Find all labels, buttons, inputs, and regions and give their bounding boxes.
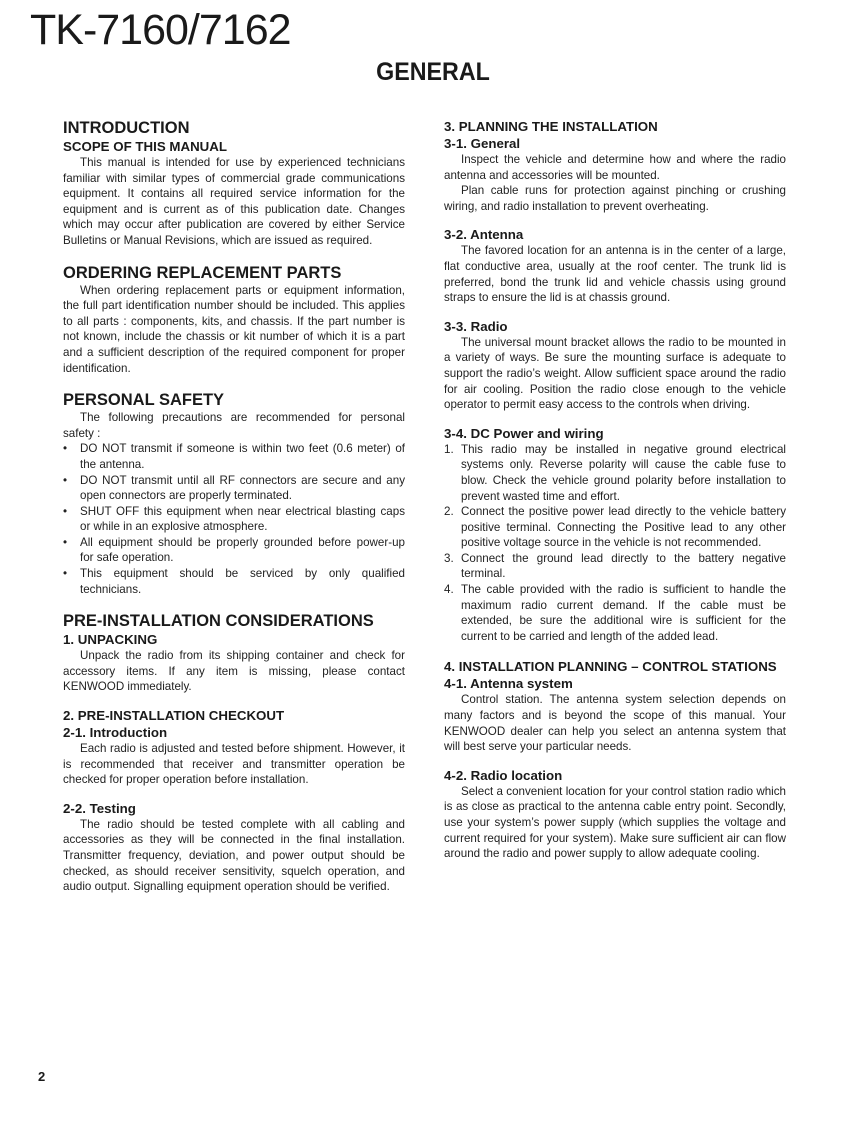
bullet-icon: • xyxy=(63,442,68,456)
scope-paragraph: This manual is intended for use by experienced technicians familiar with similar types of commercial grade communications equipment. It contains all required service information for the equipment and is current as of this publication date. Changes which may occur after publication are covered by either Service Bulletins or Manual Revisions, which are issued as required. xyxy=(63,156,405,247)
general-heading: 3-1. General xyxy=(444,136,521,151)
safety-heading: PERSONAL SAFETY xyxy=(63,391,225,410)
radio-heading: 3-3. Radio xyxy=(444,318,508,334)
introduction-heading: INTRODUCTION xyxy=(63,119,190,137)
list-item-text: Connect the ground lead directly to the battery negative terminal. xyxy=(461,551,786,581)
list-item-text: The cable provided with the radio is sufficient to handle the maximum radio current demand. If the cable must be extended, be sure the additional wire is sufficient for the current to be carried and length of the added lead. xyxy=(461,583,786,643)
left-column xyxy=(63,118,405,895)
checkout-intro-heading: 2-1. Introduction xyxy=(63,725,168,741)
right-column xyxy=(444,118,786,862)
list-item xyxy=(63,504,405,535)
list-item xyxy=(63,473,405,504)
safety-list xyxy=(63,441,405,597)
list-item-text: All equipment should be properly grounded before power-up for safe operation. xyxy=(80,535,405,565)
list-item xyxy=(63,535,405,566)
list-item xyxy=(444,551,786,582)
list-item-text: Connect the positive power lead directly to the vehicle battery positive terminal. Connecting the Positive lead to any other positive voltage source in the vehicle is not recommended. xyxy=(461,505,786,550)
list-item-text: DO NOT transmit until all RF connectors are secure and any open connectors are properly terminated. xyxy=(80,473,405,503)
list-number: 1. xyxy=(444,442,454,456)
general-paragraph-1: Inspect the vehicle and determine how and where the radio antenna and accessories will be mounted. xyxy=(444,153,786,182)
section-title: GENERAL xyxy=(376,58,490,86)
control-stations-heading: 4. INSTALLATION PLANNING – CONTROL STATIONS xyxy=(444,659,777,675)
list-number: 2. xyxy=(444,505,454,519)
list-item xyxy=(63,441,405,472)
antenna-system-heading: 4-1. Antenna system xyxy=(444,676,573,692)
bullet-icon: • xyxy=(63,473,68,487)
bullet-icon: • xyxy=(63,504,68,518)
scope-heading: SCOPE OF THIS MANUAL xyxy=(63,139,227,154)
list-item xyxy=(444,582,786,644)
list-item xyxy=(444,504,786,551)
checkout-intro-paragraph: Each radio is adjusted and tested before shipment. However, it is recommended that receiver and transmitter operation be checked for proper operation before installation. xyxy=(63,742,405,787)
testing-paragraph: The radio should be tested complete with all cabling and accessories as they will be connected in the final installation. Transmitter frequency, deviation, and power output should be checked, as should receiver sensitivity, squelch operation, and audio output. Signalling equipment operation should be verified. xyxy=(63,817,405,894)
list-item-text: DO NOT transmit if someone is within two feet (0.6 meter) of the antenna. xyxy=(80,442,405,471)
model-number: TK-7160/7162 xyxy=(30,6,291,54)
dc-power-list xyxy=(444,442,786,645)
safety-intro: The following precautions are recommended for personal safety : xyxy=(63,411,405,440)
general-paragraph-2: Plan cable runs for protection against pinching or crushing wiring, and radio installation to prevent overheating. xyxy=(444,184,786,213)
radio-paragraph: The universal mount bracket allows the radio to be mounted in a variety of ways. Be sure the mounting surface is adequate to support the radio’s weight. Allow sufficient space around the radio for air cooling. Position the radio close enough to the vehicle operator to permit easy access to the controls when driving. xyxy=(444,335,786,412)
ordering-heading: ORDERING REPLACEMENT PARTS xyxy=(63,263,342,282)
checkout-heading: 2. PRE-INSTALLATION CHECKOUT xyxy=(63,708,285,724)
dc-power-heading: 3-4. DC Power and wiring xyxy=(444,425,604,441)
list-item xyxy=(444,442,786,504)
planning-heading: 3. PLANNING THE INSTALLATION xyxy=(444,119,658,134)
unpacking-paragraph: Unpack the radio from its shipping container and check for accessory items. If any item is missing, please contact KENWOOD immediately. xyxy=(63,649,405,694)
list-number: 3. xyxy=(444,551,454,565)
antenna-paragraph: The favored location for an antenna is in the center of a large, flat conductive area, usually at the roof center. The trunk lid is preferred, bond the trunk lid and vehicle chassis using ground straps to ensure the lid is at chassis ground. xyxy=(444,244,786,305)
radio-location-heading: 4-2. Radio location xyxy=(444,767,563,783)
antenna-heading: 3-2. Antenna xyxy=(444,227,524,243)
radio-location-paragraph: Select a convenient location for your control station radio which is as close as practical to the antenna cable entry point. Secondly, use your system’s power supply (which supplies the voltage and current required for your system). Make sure sufficient air can flow around the radio and power supply to allow adequate cooling. xyxy=(444,784,786,861)
bullet-icon: • xyxy=(63,567,68,581)
testing-heading: 2-2. Testing xyxy=(63,800,136,816)
list-item xyxy=(63,566,405,597)
list-number: 4. xyxy=(444,583,454,597)
preinstall-heading: PRE-INSTALLATION CONSIDERATIONS xyxy=(63,612,374,631)
page-number: 2 xyxy=(38,1069,46,1084)
unpacking-heading: 1. UNPACKING xyxy=(63,632,158,648)
list-item-text: SHUT OFF this equipment when near electrical blasting caps or while in an explosive atmosphere. xyxy=(80,504,405,534)
list-item-text: This equipment should be serviced by only qualified technicians. xyxy=(80,567,405,596)
ordering-paragraph: When ordering replacement parts or equipment information, the full part identification number should be included. This applies to all parts : components, kits, and chassis. If the part number is not known, include the chassis or kit number of which it is a part and a sufficient description of the required component for proper identification. xyxy=(63,283,405,375)
list-item-text: This radio may be installed in negative ground electrical systems only. Reverse polarity will cause the cable fuse to blow. Check the vehicle ground polarity before installation to prevent wasted time and effort. xyxy=(461,442,786,503)
antenna-system-paragraph: Control station. The antenna system selection depends on many factors and is beyond the scope of this manual. Your KENWOOD dealer can help you select an antenna system that will best serve your particular needs. xyxy=(444,693,786,754)
bullet-icon: • xyxy=(63,535,68,549)
